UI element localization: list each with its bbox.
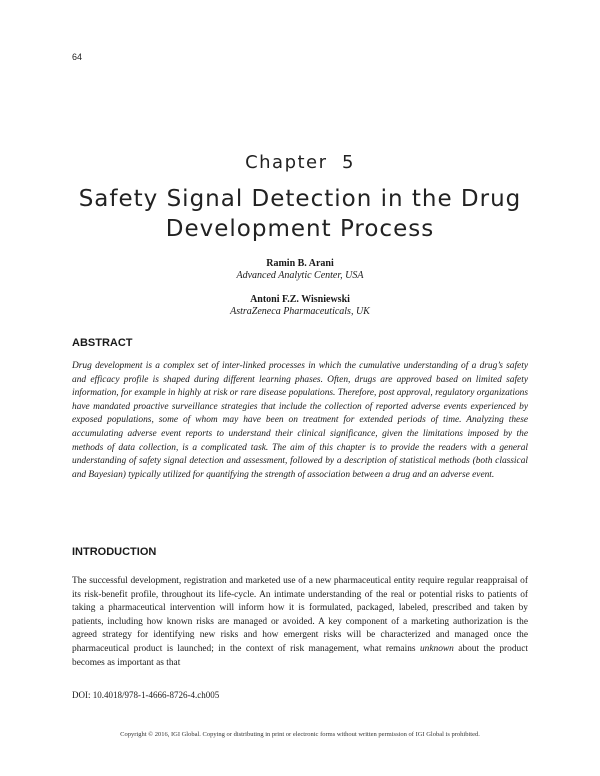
author-affiliation: Advanced Analytic Center, USA (236, 270, 364, 281)
introduction-text: The successful development, registration and marketed use of a new pharmaceutical entity require regular reappraisal of its risk-benefit profile, throughout its life-cycle. An intimate understanding of the real or potential risks to patients of taking a pharmaceutical intervention will inform how it is formulated, packaged, labeled, prescribed and taken by patients, including how known risks are managed or avoided. A key component of a marketing authorization is the agreed strategy for identifying new risks and how emergent risks will be characterized and managed once the pharmaceutical product is launched; in the context of risk management, what remains (72, 576, 528, 654)
author-name: Ramin B. Arani (266, 258, 334, 269)
abstract-heading: ABSTRACT (72, 337, 133, 349)
introduction-text-continued: about the product becomes as important as that (72, 643, 529, 668)
introduction-emphasis: unknown (419, 643, 454, 654)
introduction-body (72, 575, 528, 670)
copyright-notice: Copyright © 2016, IGI Global. Copying or distributing in print or electronic forms without written permission of IGI Global is prohibited. (120, 731, 480, 738)
chapter-label: Chapter 5 (245, 152, 355, 173)
author-name: Antoni F.Z. Wisniewski (250, 294, 350, 305)
author-affiliation: AstraZeneca Pharmaceuticals, UK (230, 306, 370, 317)
doi: DOI: 10.4018/978-1-4666-8726-4.ch005 (72, 690, 220, 700)
chapter-title: Safety Signal Detection in the Drug Development Process (78, 186, 522, 242)
introduction-heading: INTRODUCTION (72, 546, 157, 558)
abstract-body: Drug development is a complex set of inter-linked processes in which the cumulative understanding of a drug’s safety and efficacy profile is shaped during different learning phases. Often, drugs are approved based on limited safety information, for example in highly at risk or rare disease populations. Therefore, post approval, regulatory organizations have mandated proactive surveillance strategies that include the collection of reported adverse events experienced by exposed populations, some of whom may have been on treatment for extended periods of time. Analyzing these accumulating adverse event reports to understand their clinical significance, given the limitations imposed by the methods of data collection, is a complicated task. The aim of this chapter is to provide the readers with a general understanding of safety signal detection and assessment, followed by a description of statistical methods (both classical and Bayesian) typically utilized for quantifying the strength of association between a drug and an adverse event. (72, 361, 528, 480)
page-number: 64 (72, 52, 83, 62)
